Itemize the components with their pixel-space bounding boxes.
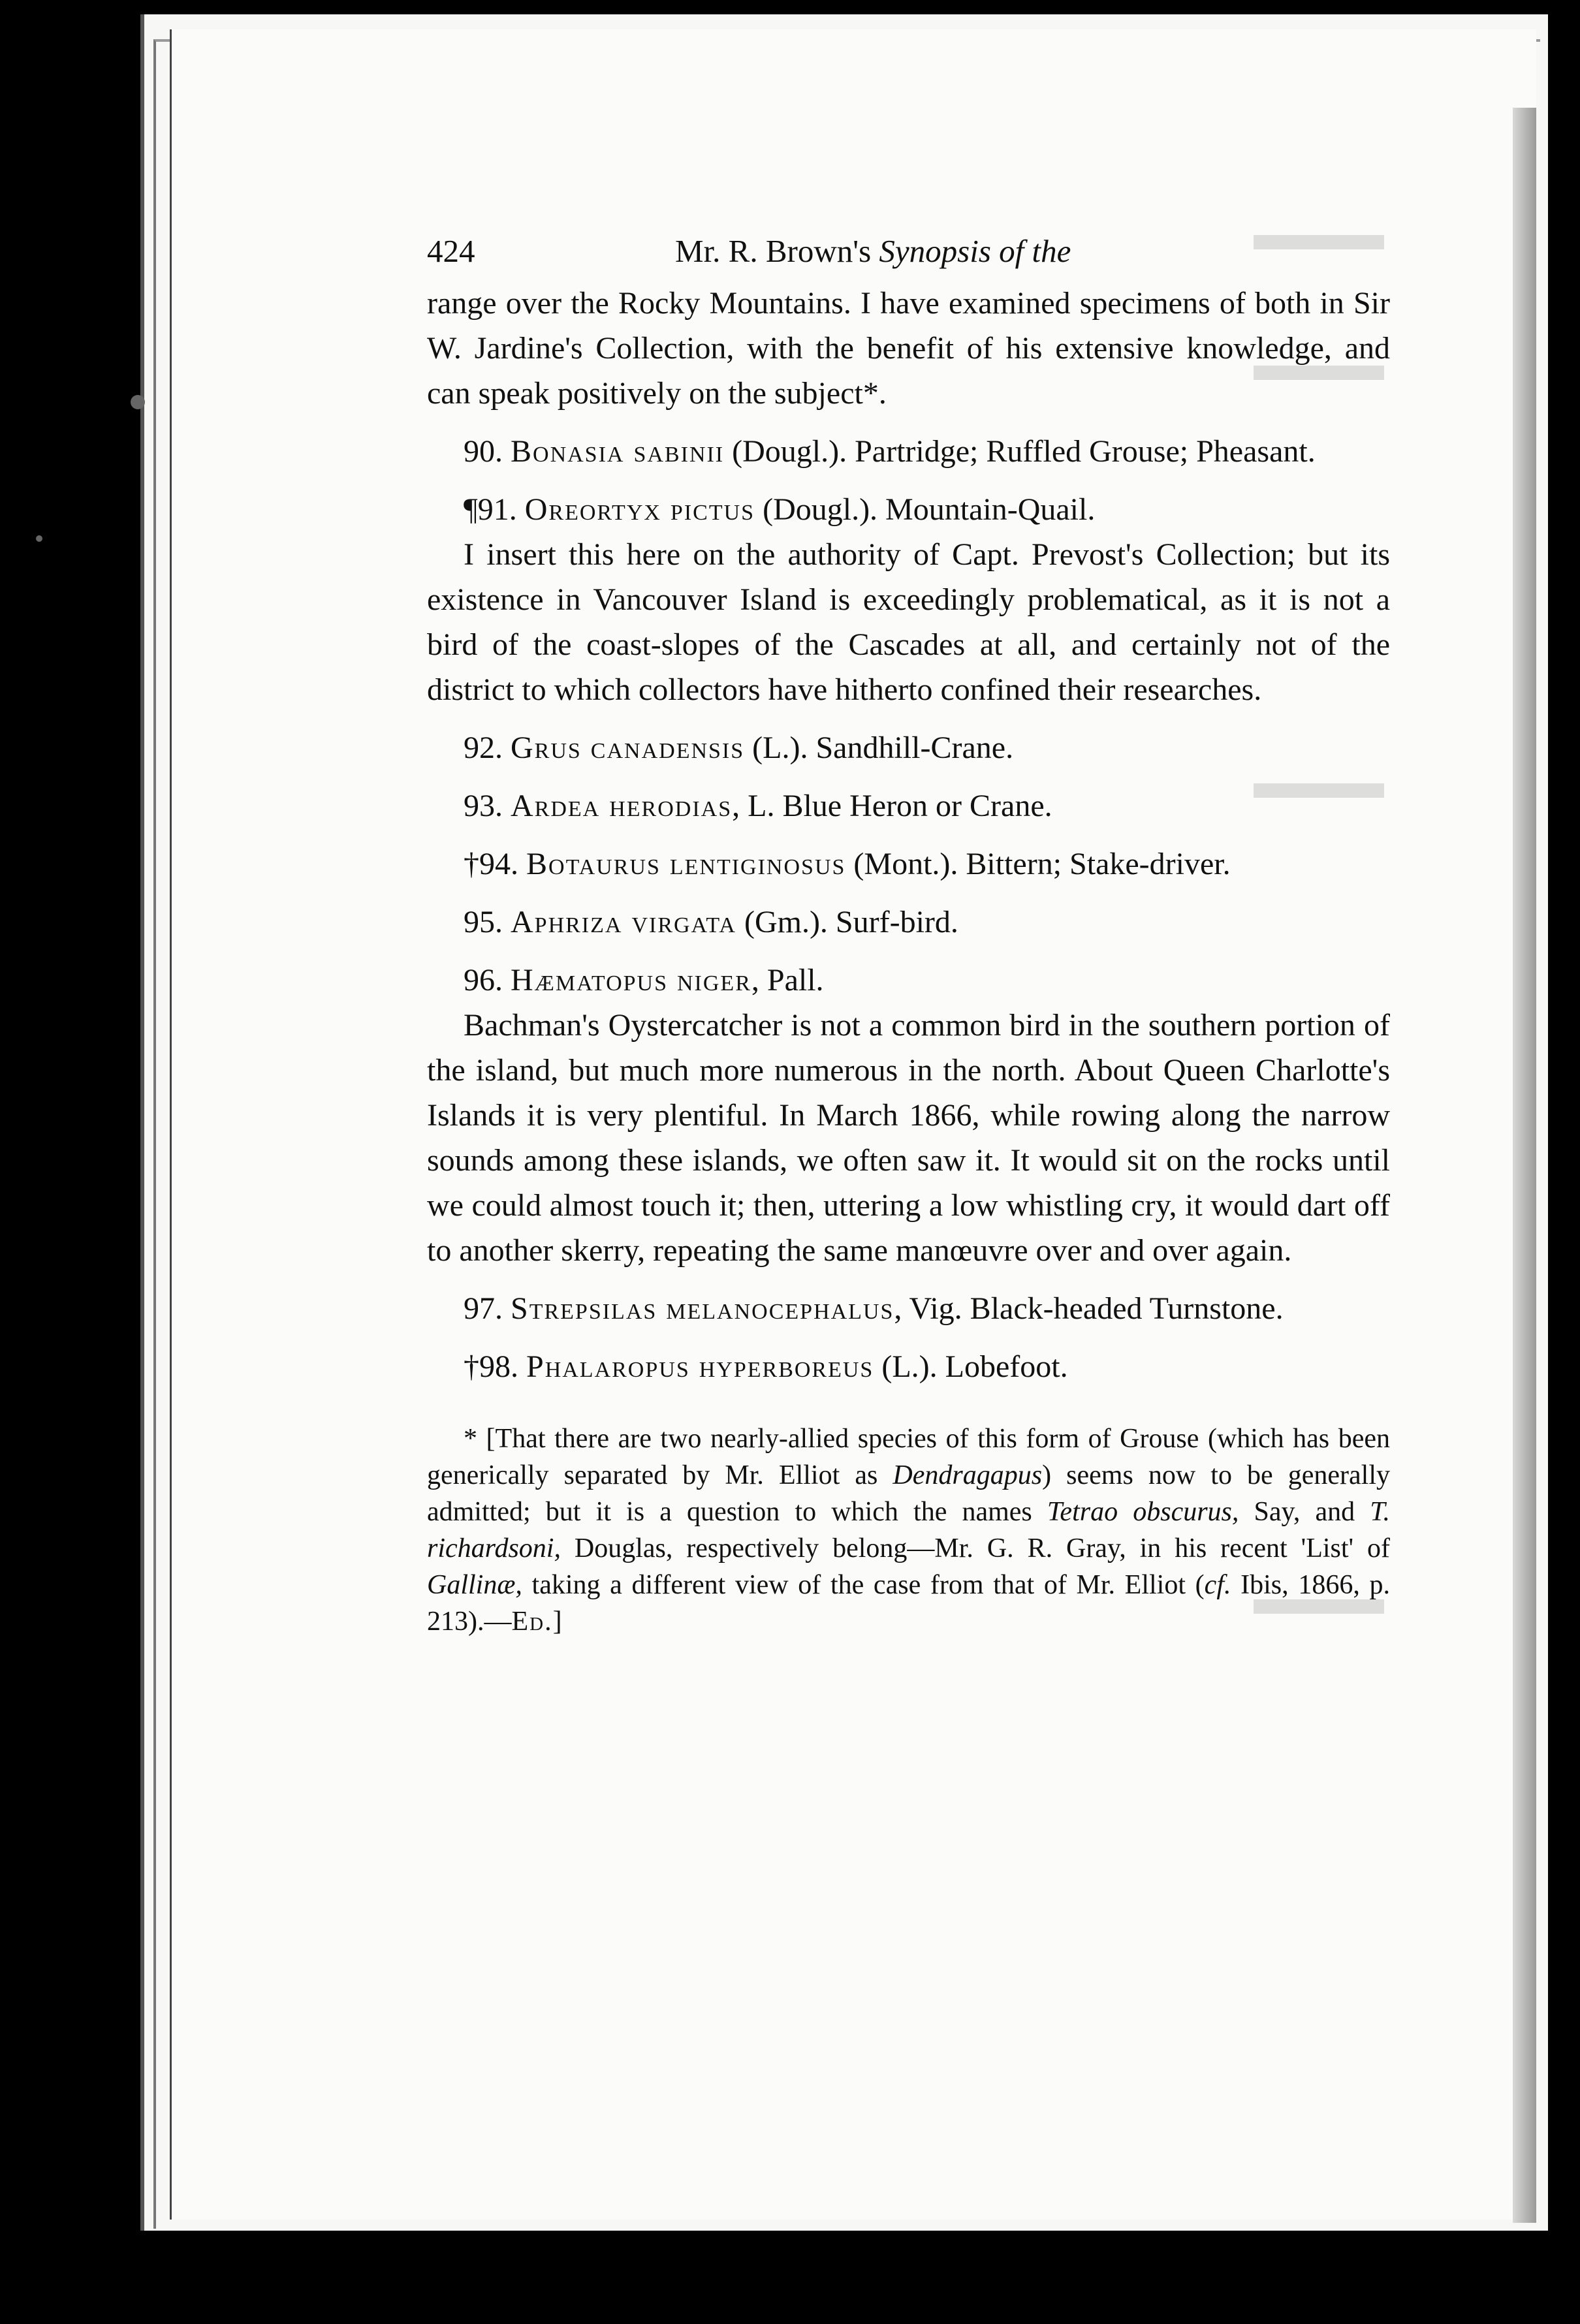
- species-entry: 90. Bonasia sabinii (Dougl.). Partridge; Ruffled Grouse; Pheasant.: [464, 434, 1316, 469]
- species-entry: 93. Ardea herodias, L. Blue Heron or Crane.: [464, 789, 1052, 823]
- species-entry: †94. Botaurus lentiginosus (Mont.). Bittern; Stake-driver.: [464, 847, 1231, 881]
- species-entry: †98. Phalaropus hyperboreus (L.). Lobefoot.: [464, 1349, 1068, 1384]
- right-page-shadow: [1513, 108, 1536, 2223]
- page-number: 424: [427, 233, 475, 269]
- footnote: * [That there are two nearly-allied species of this form of Grouse (which has been generically separated by Mr. Elliot as Dendragapus) seems now to be generally admitted; but it is a question to which the names Tetrao obscurus, Say, and T. richardsoni, Douglas, respectively belong—Mr. G. R. Gray, in his recent 'List' of Gallinæ, taking a different view of the case from that of Mr. Elliot (cf. Ibis, 1866, p. 213).—Ed.]: [427, 1424, 1390, 1637]
- paragraph: I insert this here on the authority of Capt. Prevost's Collection; but its existence in Vancouver Island is exceedingly problematical, as it is not a bird of the coast-slopes of the Cascades at all, and certainly not of the district to which collectors have hitherto confined their researches.: [427, 537, 1390, 707]
- page-text: [427, 228, 1390, 1640]
- species-entry: 96. Hæmatopus niger, Pall.: [464, 963, 824, 997]
- paragraph: Bachman's Oystercatcher is not a common bird in the southern portion of the island, but much more numerous in the north. About Queen Charlotte's Islands it is very plentiful. In March 1866, while rowing along the narrow sounds among these islands, we often saw it. It would sit on the rocks until we could almost touch it; then, uttering a low whistling cry, it would dart off to another skerry, repeating the same manœuvre over and over again.: [427, 1008, 1390, 1268]
- species-entry: 95. Aphriza virgata (Gm.). Surf-bird.: [464, 905, 958, 939]
- species-entry: ¶91. Oreortyx pictus (Dougl.). Mountain-Quail.: [464, 492, 1096, 527]
- paragraph: range over the Rocky Mountains. I have examined specimens of both in Sir W. Jardine's Collection, with the benefit of his extensive knowledge, and can speak positively on the subject*.: [427, 286, 1390, 411]
- dust-speck: [131, 395, 145, 409]
- dust-speck: [36, 535, 42, 542]
- species-entry: 97. Strepsilas melanocephalus, Vig. Black-headed Turnstone.: [464, 1291, 1284, 1326]
- running-header: [427, 228, 1390, 281]
- running-head: Mr. R. Brown's Synopsis of the: [675, 233, 1071, 269]
- species-entry: 92. Grus canadensis (L.). Sandhill-Crane.: [464, 730, 1014, 765]
